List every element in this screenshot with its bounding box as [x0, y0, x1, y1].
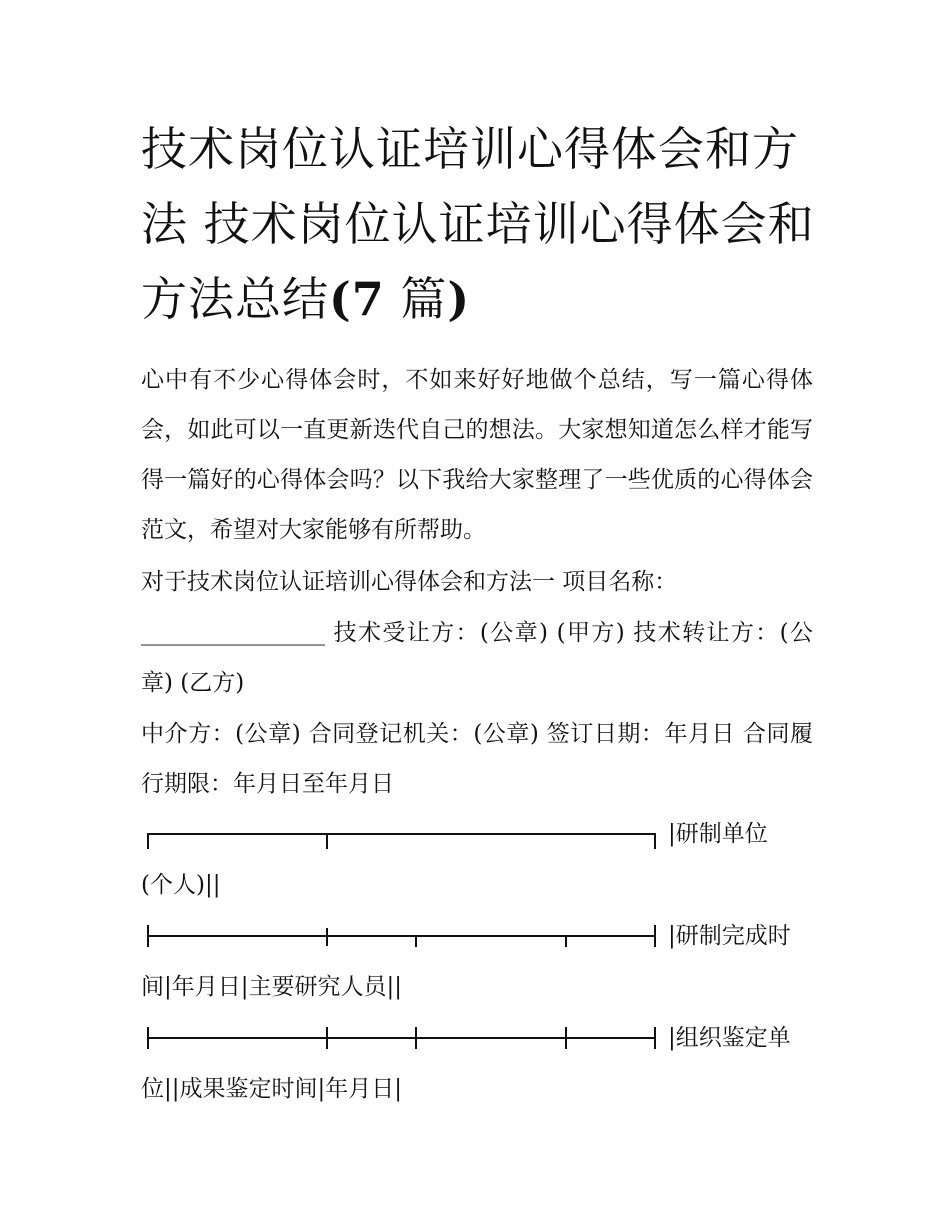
title-text: 技术岗位认证培训心得体会和方法 技术岗位认证培训心得体会和方法总结 [141, 122, 815, 326]
document-title [141, 112, 821, 337]
table-row-3-border [147, 1037, 656, 1039]
contract-parties: ________________ 技术受让方：(公章) (甲方) 技术转让方：(公章) (乙方) [141, 620, 813, 696]
title-count-open: (7 [329, 272, 385, 326]
table-row-2-continuation: 间|年月日|主要研究人员|| [141, 974, 402, 1000]
table-corner-right [654, 833, 656, 849]
section-heading: 对于技术岗位认证培训心得体会和方法一 项目名称： [141, 569, 678, 595]
table-row-3-right [654, 1027, 656, 1049]
title-count-close: ) [447, 272, 471, 326]
table-top-border [147, 833, 656, 835]
table-row-2-left [147, 925, 149, 947]
table-tick [326, 928, 328, 946]
contract-dates: 中介方：(公章) 合同登记机关：(公章) 签订日期：年月日 合同履行期限：年月日至年月日 [141, 721, 813, 797]
table-row-3-left [147, 1027, 149, 1049]
table-tick [415, 1027, 417, 1049]
table-row-1-continuation: (个人)|| [141, 872, 221, 898]
table-row-2-right [654, 925, 656, 947]
table-row-2-label: |研制完成时 [668, 923, 791, 949]
table-tick [565, 935, 567, 947]
table-tick [326, 833, 328, 849]
intro-paragraph: 心中有不少心得体会时，不如来好好地做个总结，写一篇心得体会，如此可以一直更新迭代自己的想法。大家想知道怎么样才能写得一篇好的心得体会吗？以下我给大家整理了一些优质的心得体会范文，希望对大家能够有所帮助。 [141, 367, 813, 543]
table-row-2-border [147, 935, 656, 937]
table-tick [415, 935, 417, 947]
table-tick [326, 1027, 328, 1049]
title-count-unit: 篇 [384, 272, 448, 326]
table-tick [565, 1027, 567, 1049]
table-row-1-label: |研制单位 [668, 821, 768, 847]
table-row-3-label: |组织鉴定单 [668, 1025, 791, 1051]
table-row-3-continuation: 位||成果鉴定时间|年月日| [141, 1076, 402, 1102]
table-corner-left [147, 833, 149, 849]
